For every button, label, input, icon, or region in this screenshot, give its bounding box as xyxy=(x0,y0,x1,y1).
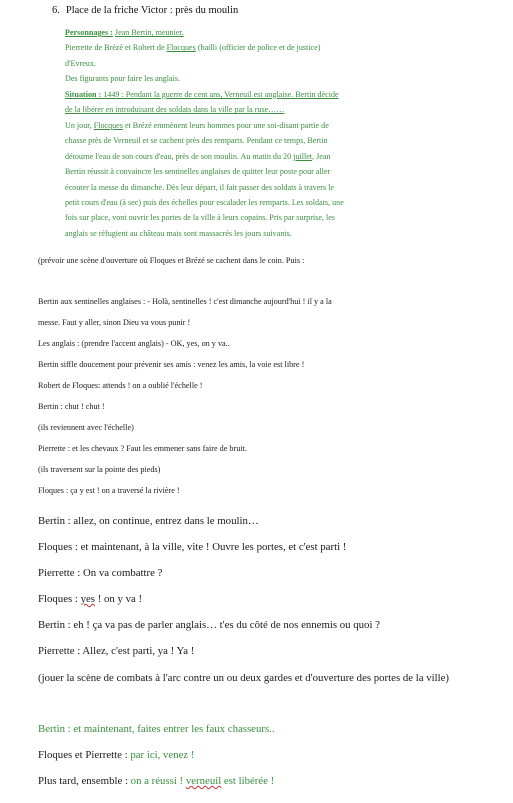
script-line-1: Bertin aux sentinelles anglaises : - Holà, sentinelles ! c'est dimanche aujourd'hui ! il y a la xyxy=(38,297,332,306)
situation-p3a: détourne l'eau de son cours d'eau, près de son moulin. Au matin du 20 xyxy=(65,151,294,161)
dialogue-line-1: Bertin : allez, on continue, entrez dans le moulin… xyxy=(38,515,259,527)
situation-line-1 xyxy=(65,87,377,102)
situation-text-1: 1449 : Pendant la guerre de cent ans, Verneuil est anglaise. Bertin décide xyxy=(101,89,339,99)
section-heading xyxy=(52,5,238,16)
script-line-3: Les anglais : (prendre l'accent anglais) - OK, yes, on y va.. xyxy=(38,339,230,348)
section-number: 6. xyxy=(52,5,60,16)
dialogue-line-4-rest: ! on y va ! xyxy=(95,593,143,605)
dialogue-line-4 xyxy=(38,593,142,605)
script-line-8: Pierrette : et les chevaux ? Faut les emmener sans faire de bruit. xyxy=(38,444,247,453)
dialogue-line-10-speaker: Plus tard, ensemble : xyxy=(38,775,131,787)
dialogue-line-4-yes: yes xyxy=(80,593,95,605)
characters-line xyxy=(65,25,377,40)
situation-p1c: et Brézé emmènent leurs hommes pour une soi-disant partie de xyxy=(122,120,329,130)
dialogue-line-2: Floques : et maintenant, à la ville, vite ! Ouvre les portes, et c'est parti ! xyxy=(38,541,347,553)
situation-paragraph-line-8: anglais se réfugient au château mais sont massacrés les jours suivants. xyxy=(65,228,292,238)
script-line-6: Bertin : chut ! chut ! xyxy=(38,402,105,411)
characters-line-2-name: Flocques xyxy=(166,43,196,53)
dialogue-line-4-speaker: Floques : xyxy=(38,593,81,605)
situation-line-2: de la libérer en introduisant des soldats dans la ville par la ruse…… xyxy=(65,105,285,115)
dialogue-line-5: Bertin : eh ! ça va pas de parler anglais… t'es du côté de nos ennemis ou quoi ? xyxy=(38,619,380,631)
dialogue-line-6: Pierrette : Allez, c'est parti, ya ! Ya ! xyxy=(38,645,195,657)
characters-line-1: Jean Bertin, meunier. xyxy=(114,28,184,37)
dialogue-line-7: (jouer la scène de combats à l'arc contre un ou deux gardes et d'ouverture des portes de la ville) xyxy=(38,672,450,684)
script-line-7: (ils reviennent avec l'échelle) xyxy=(38,423,134,432)
characters-line-2 xyxy=(65,40,377,55)
situation-paragraph-line-4: Bertin réussit à convaincre les sentinelles anglaises de quitter leur poste pour aller xyxy=(65,167,331,177)
dialogue-line-9 xyxy=(38,749,195,761)
situation-label: Situation : xyxy=(65,89,102,99)
situation-paragraph-line-2: chasse près de Verneuil et se cachent près des remparts. Pendant ce temps, Bertin xyxy=(65,136,328,146)
dialogue-line-10-text-b: est libérée ! xyxy=(221,775,275,787)
dialogue-line-10 xyxy=(38,775,274,787)
characters-line-2a: Pierrette de Brézé et Robert de xyxy=(65,43,167,53)
situation-p3c: , Jean xyxy=(312,151,331,161)
situation-paragraph-line-6: petit cours d'eau (à sec) puis des échelles pour escalader les remparts. Les soldats, une xyxy=(65,197,344,207)
script-line-10: Floques : ça y est ! on a traversé la rivière ! xyxy=(38,486,180,495)
situation-p1a: Un jour, xyxy=(65,120,94,130)
characters-label: Personnages : xyxy=(65,28,113,37)
situation-p1b: Flocques xyxy=(93,120,123,130)
situation-paragraph-line-1 xyxy=(65,118,377,133)
situation-paragraph-line-7: fois sur place, vont ouvrir les portes de la ville à leurs copains. Pris par surprise, les xyxy=(65,213,335,223)
dialogue-line-10-text-a: on a réussi ! xyxy=(130,775,186,787)
green-description-block xyxy=(65,25,377,241)
characters-line-4: Des figurants pour faire les anglais. xyxy=(65,74,181,84)
script-line-9: (ils traversent sur la pointe des pieds) xyxy=(38,465,161,474)
script-line-4: Bertin siffle doucement pour prévenir ses amis : venez les amis, la voie est libre ! xyxy=(38,360,305,369)
characters-line-2b: (bailli (officier de police et de justice) xyxy=(195,43,321,53)
situation-p3b: juillet xyxy=(293,151,313,161)
situation-paragraph-line-3 xyxy=(65,149,377,164)
section-title: Place de la friche Victor : près du moulin xyxy=(65,5,239,16)
dialogue-line-3: Pierrette : On va combattre ? xyxy=(38,567,163,579)
characters-line-3: d'Evreux. xyxy=(65,58,96,68)
script-line-2: messe. Faut y aller, sinon Dieu va vous punir ! xyxy=(38,318,191,327)
dialogue-line-8: Bertin : et maintenant, faites entrer les faux chasseurs.. xyxy=(38,723,275,735)
dialogue-line-10-town: verneuil xyxy=(185,775,222,787)
dialogue-line-9-text: par ici, venez ! xyxy=(130,749,195,761)
situation-paragraph-line-5: écouter la messe du dimanche. Dès leur départ, il fait passer des soldats à travers le xyxy=(65,182,335,192)
dialogue-line-9-speaker: Floques et Pierrette : xyxy=(38,749,131,761)
scene-note: (prévoir une scène d'ouverture où Floques et Brézé se cachent dans le coin. Puis : xyxy=(38,256,305,265)
script-line-5: Robert de Floques: attends ! on a oublié l'échelle ! xyxy=(38,381,203,390)
